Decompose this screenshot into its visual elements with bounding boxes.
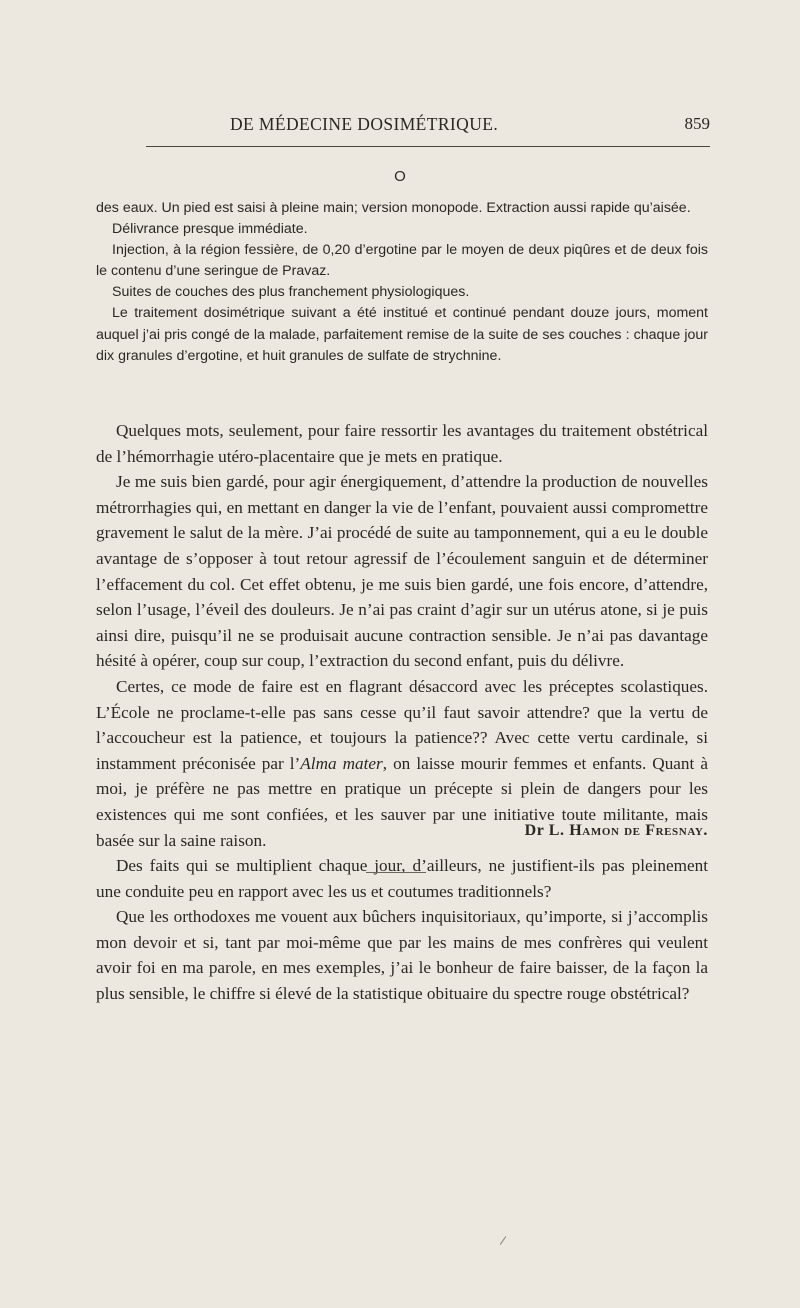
page-number: 859 bbox=[684, 114, 710, 133]
running-head bbox=[150, 114, 710, 138]
case-report-paragraph: Le traitement dosimétrique suivant a été institué et continué pendant douze jours, moment auquel j’ai pris congé de la malade, parfaitement remise de la suite de ses couches : chaque jour dix granules d’ergotine, et huit granules de sulfate de strychnine. bbox=[96, 305, 708, 364]
discussion-paragraph: Des faits qui se multiplient chaque jour, d’ailleurs, ne justifient-ils pas pleinement une conduite peu en rapport avec les us et coutumes traditionnels? bbox=[96, 856, 708, 901]
stray-mark bbox=[500, 1236, 507, 1245]
text-run: , on laisse mourir femmes et enfants. Quant à moi, je préfère ne pas mettre en pratique un précepte si plein de dangers pour les existences qui me sont confiées, et les sauver par une initiative toute militante, mais basée sur la saine raison. bbox=[96, 753, 708, 850]
discussion-paragraph: Je me suis bien gardé, pour agir énergiquement, d’attendre la production de nouvelles métrorrhagies qui, en mettant en danger la vie de l’enfant, pouvaient aussi compromettre gravement le salut de la mère. J’ai procédé de suite au tamponnement, qui a eu le double avantage de s’opposer à tout retour agressif de l’écoulement sanguin et de déterminer l’effacement du col. Cet effet obtenu, je me suis bien gardé, une fois encore, d’attendre, selon l’usage, l’éveil des douleurs. Je n’ai pas craint d’agir sur un utérus atone, si je puis ainsi dire, puisqu’il ne se produisait aucune contraction sensible. Je n’ai pas davantage hésité à opérer, coup sur coup, l’extraction du second enfant, puis du délivre. bbox=[96, 472, 708, 671]
case-report-paragraph: Suites de couches des plus franchement physiologiques. bbox=[112, 284, 470, 301]
case-report-paragraph: Injection, à la région fessière, de 0,20 d’ergotine par le moyen de deux piqûres et de deux fois le contenu d’une seringue de Pravaz. bbox=[96, 242, 708, 280]
signature-title: Dr bbox=[524, 822, 545, 839]
author-signature bbox=[525, 822, 708, 840]
case-report-paragraph: Délivrance presque immédiate. bbox=[112, 221, 308, 238]
closing-rule bbox=[366, 872, 426, 873]
discussion bbox=[96, 418, 708, 1007]
discussion-paragraph: Quelques mots, seulement, pour faire ressortir les avantages du traitement obstétrical de l’hémorrhagie utéro-placentaire que je mets en pratique. bbox=[96, 421, 708, 466]
italic-term: Alma mater bbox=[300, 753, 383, 773]
signature-name: L. Hamon de Fresnay. bbox=[548, 822, 708, 839]
case-report-paragraph: des eaux. Un pied est saisi à pleine main; version monopode. Extraction aussi rapide qu’aisée. bbox=[96, 200, 691, 216]
discussion-paragraph: Que les orthodoxes me vouent aux bûchers inquisitoriaux, qu’importe, si j’accomplis mon devoir et si, tant par moi-même que par les mains de mes confrères qui veulent avoir foi en ma parole, en mes exemples, j’ai le bonheur de faire baisser, de la façon la plus sensible, le chiffre si élevé de la statistique obituaire du spectre rouge obstétrical? bbox=[96, 907, 708, 1004]
header-rule bbox=[146, 146, 710, 147]
running-title: DE MÉDECINE DOSIMÉTRIQUE. bbox=[230, 114, 499, 134]
text-run: Certes, ce mode de faire est en flagrant désaccord avec les préceptes scolastiques. L’École ne proclame-t-elle pas sans cesse qu’il faut savoir attendre? que la vertu de l’accoucheur est la patience, et toujours la patience?? Avec cette vertu cardinale, si instamment préconisée par l’ bbox=[96, 676, 708, 773]
section-mark: O bbox=[394, 168, 406, 185]
case-report bbox=[96, 198, 708, 367]
